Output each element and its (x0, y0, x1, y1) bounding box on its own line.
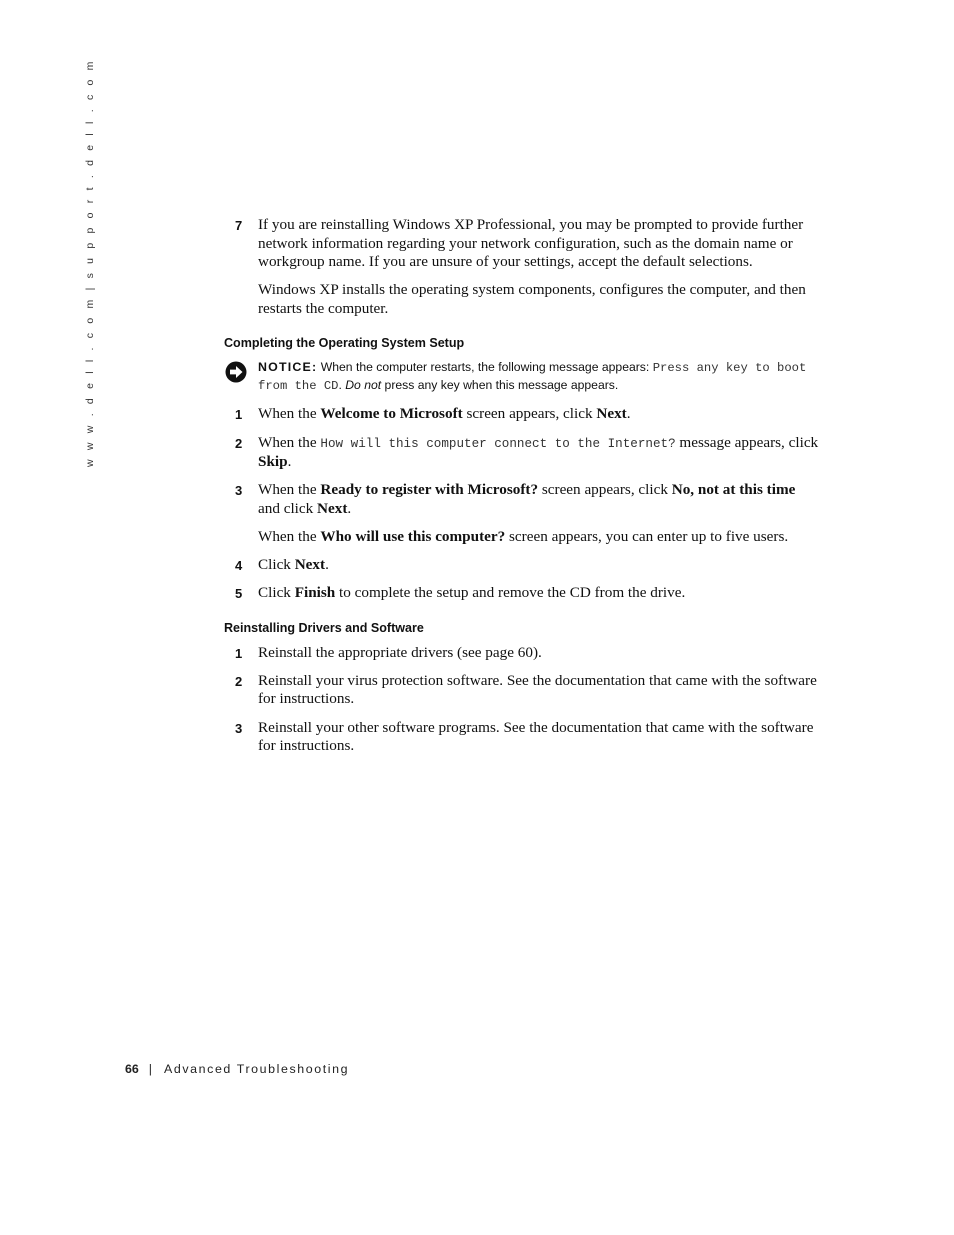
step-number: 2 (235, 673, 243, 689)
step-text: screen appears, click (466, 405, 593, 423)
setup-step-5 (224, 584, 819, 603)
section-heading-setup: Completing the Operating System Setup (224, 335, 465, 351)
button-name: Next (596, 405, 627, 423)
main-content (224, 216, 819, 765)
step-text: Click (258, 584, 291, 602)
notice-period: . (338, 378, 342, 393)
step-text: . (347, 499, 352, 517)
notice-label: NOTICE: (258, 360, 318, 375)
step-number: 5 (235, 586, 243, 602)
step-text: Click (258, 556, 291, 574)
step-7 (224, 216, 819, 272)
sidebar-url: w w w . d e l l . c o m | s u p p o r t . d e l l . c o m (84, 58, 96, 467)
drivers-step-1 (224, 644, 819, 663)
notice-arrow-icon (225, 361, 247, 383)
footer-section-title: Advanced Troubleshooting (164, 1062, 350, 1076)
step-text: screen appears, click (541, 481, 668, 499)
button-name: Next (317, 499, 348, 517)
step-text: When the (258, 405, 317, 423)
step-text: . (626, 405, 631, 423)
step-text: Reinstall your other software programs. See the documentation that came with the software for instructions. (258, 718, 814, 755)
step-text: Reinstall your virus protection software. See the documentation that came with the software for instructions. (258, 671, 817, 708)
step-text: If you are reinstalling Windows XP Professional, you may be prompted to provide further network information regarding your network configuration, such as the domain name or workgroup name. If you are unsure of your settings, accept the default selections. (258, 216, 804, 271)
screen-name: Welcome to Microsoft (320, 405, 463, 423)
step-number: 3 (235, 483, 243, 499)
screen-name: Ready to register with Microsoft? (320, 481, 539, 499)
step-text: Reinstall the appropriate drivers (see page 60). (258, 643, 542, 661)
notice-box (224, 359, 819, 395)
button-name: Skip (258, 453, 288, 471)
step-text: . (325, 556, 329, 574)
step-number: 7 (235, 218, 243, 233)
setup-step-3-followup (224, 528, 819, 547)
step-text: . (287, 453, 292, 471)
step-number: 4 (235, 558, 243, 574)
step-7-followup: Windows XP installs the operating system components, configures the computer, and then restarts the computer. (258, 281, 806, 317)
step-number: 2 (235, 435, 243, 451)
page-footer (125, 1062, 349, 1076)
step-number: 1 (235, 645, 243, 661)
step-text: and click (258, 499, 314, 517)
notice-emphasis: Do not (345, 378, 382, 393)
button-name: Next (294, 556, 326, 574)
notice-code: Press any key to boot from the CD (258, 361, 807, 394)
screen-name: Who will use this computer? (320, 527, 506, 545)
setup-step-4 (224, 556, 819, 575)
step-text: When the (258, 527, 317, 545)
step-number: 3 (235, 720, 243, 736)
drivers-step-2 (224, 672, 819, 709)
setup-step-2 (224, 434, 819, 472)
setup-step-1 (224, 405, 819, 424)
setup-step-3 (224, 481, 819, 518)
section-heading-drivers: Reinstalling Drivers and Software (224, 619, 424, 635)
footer-separator: | (148, 1062, 153, 1076)
button-name: No, not at this time (671, 481, 796, 499)
step-number: 1 (235, 407, 243, 423)
notice-text-end: press any key when this message appears. (384, 378, 619, 393)
notice-text: When the computer restarts, the following message appears: (320, 360, 650, 375)
step-text: screen appears, you can enter up to five users. (509, 527, 789, 545)
step-text: When the (258, 481, 317, 499)
page-number: 66 (125, 1062, 139, 1076)
drivers-step-3 (224, 719, 819, 756)
step-text: message appears, click (679, 433, 819, 451)
step-text: When the (258, 433, 317, 451)
button-name: Finish (294, 584, 336, 602)
step-text: to complete the setup and remove the CD from the drive. (339, 584, 686, 602)
message-code: How will this computer connect to the Internet? (320, 436, 676, 451)
